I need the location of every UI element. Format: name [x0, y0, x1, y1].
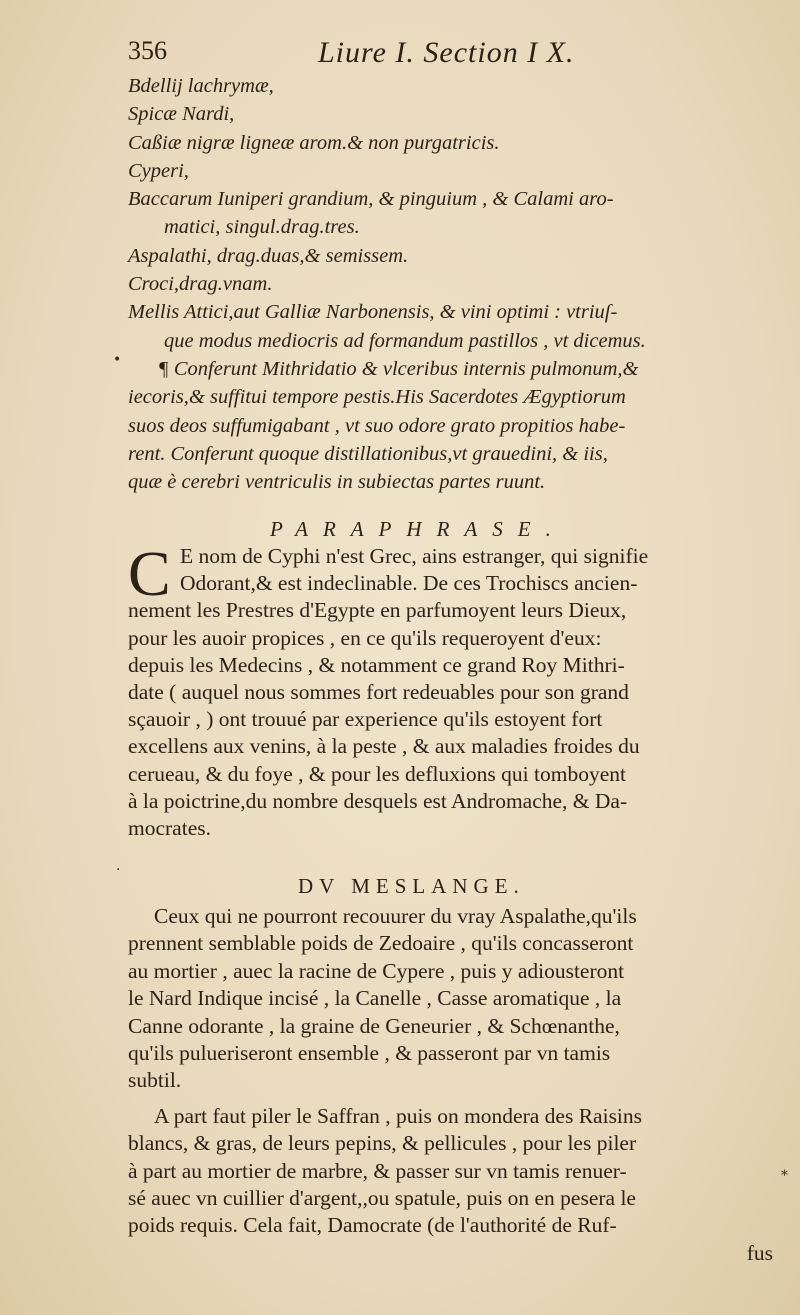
meslange-line: sé auec vn cuillier d'argent,,ou spatule, puis on en pesera le	[128, 1186, 636, 1211]
recipe-line: Bdellij lachrymæ,	[128, 75, 274, 97]
meslange-line: poids requis. Cela fait, Damocrate (de l'authorité de Ruf-	[128, 1213, 617, 1238]
paragraph-gap	[128, 1095, 783, 1103]
running-title: Liure I. Section I X.	[318, 36, 575, 69]
paraphrase-heading: PARAPHRASE.	[270, 517, 566, 541]
meslange-heading: DV MESLANGE.	[298, 874, 525, 898]
recipe-line: suos deos suffumigabant , vt suo odore grato propitios habe-	[128, 414, 626, 437]
meslange-line: à part au mortier de marbre, & passer sur vn tamis renuer-	[128, 1158, 627, 1183]
meslange-line: Ceux qui ne pourront recouurer du vray Aspalathe,qu'ils	[154, 904, 637, 928]
paraphrase-line: mocrates.	[128, 816, 211, 841]
meslange-line: A part faut piler le Saffran , puis on mondera des Raisins	[154, 1103, 643, 1128]
recipe-line: Cyperi,	[128, 159, 189, 182]
recipe-line: Baccarum Iuniperi grandium, & pinguium , & Calami aro-	[128, 188, 614, 211]
meslange-text	[128, 903, 783, 1267]
recipe-line: Spicæ Nardi,	[128, 103, 235, 126]
catchword: fus	[746, 1240, 773, 1265]
meslange-line: blancs, & gras, de leurs pepins, & pellicules , pour les piler	[128, 1131, 637, 1156]
recipe-line: Aspalathi, drag.duas,& semissem.	[128, 244, 409, 267]
margin-dot: •	[113, 352, 122, 368]
paraphrase-line: date ( auquel nous sommes fort redeuables pour son grand	[128, 680, 629, 705]
meslange-line: prennent semblable poids de Zedoaire , qu'ils concasseront	[128, 931, 634, 956]
running-header	[128, 36, 728, 72]
paraphrase-line: sçauoir , ) ont trouué par experience qu'ils estoyent fort	[128, 707, 603, 732]
meslange-line: qu'ils pulueriseront ensemble , & passeront par vn tamis	[128, 1041, 611, 1066]
paraphrase-text	[128, 538, 780, 842]
latin-recipe	[128, 72, 778, 496]
meslange-line: subtil.	[128, 1068, 182, 1093]
meslange-line: Canne odorante , la graine de Geneurier , & Schœnanthe,	[128, 1013, 620, 1038]
paraphrase-line: depuis les Medecins , & notamment ce grand Roy Mithri-	[128, 652, 625, 677]
page-number: 356	[128, 36, 167, 65]
drop-cap: C	[128, 538, 171, 609]
margin-asterisk: *	[781, 1168, 788, 1184]
recipe-line: rent. Conferunt quoque distillationibus,vt grauedini, & iis,	[128, 442, 608, 465]
paraphrase-line: cerueau, & du foye , & pour les defluxions qui tomboyent	[128, 761, 626, 786]
recipe-line: Caßiæ nigræ ligneæ arom.& non purgatricis.	[128, 131, 500, 154]
paraphrase-line: nement les Prestres d'Egypte en parfumoyent leurs Dieux,	[128, 598, 627, 623]
recipe-line: que modus mediocris ad formandum pastillos , vt dicemus.	[164, 329, 646, 352]
recipe-line: iecoris,& suffitui tempore pestis.His Sacerdotes Ægyptiorum	[128, 386, 626, 409]
recipe-line: ¶ Conferunt Mithridatio & vlceribus internis pulmonum,&	[158, 357, 639, 380]
meslange-line: au mortier , auec la racine de Cypere , puis y adiousteront	[128, 958, 625, 983]
meslange-line: le Nard Indique incisé , la Canelle , Casse aromatique , la	[128, 986, 622, 1011]
recipe-line: Mellis Attici,aut Galliæ Narbonensis, & vini optimi : vtriuſ-	[128, 301, 618, 324]
paraphrase-line: à la poictrine,du nombre desquels est Andromache, & Da-	[128, 788, 628, 813]
paraphrase-line: E nom de Cyphi n'est Grec, ains estranger, qui signifie	[180, 544, 649, 568]
margin-dot: ·	[116, 862, 121, 878]
paraphrase-line: pour les auoir propices , en ce qu'ils requeroyent d'eux:	[128, 625, 602, 650]
recipe-line: Croci,drag.vnam.	[128, 273, 273, 296]
recipe-line: matici, singul.drag.tres.	[164, 216, 360, 239]
paraphrase-line: Odorant,& est indeclinable. De ces Trochiscs ancien-	[180, 571, 638, 596]
paraphrase-line: excellens aux venins, à la peste , & aux maladies froides du	[128, 734, 640, 759]
recipe-line: quæ è cerebri ventriculis in subiectas partes ruunt.	[128, 471, 546, 494]
